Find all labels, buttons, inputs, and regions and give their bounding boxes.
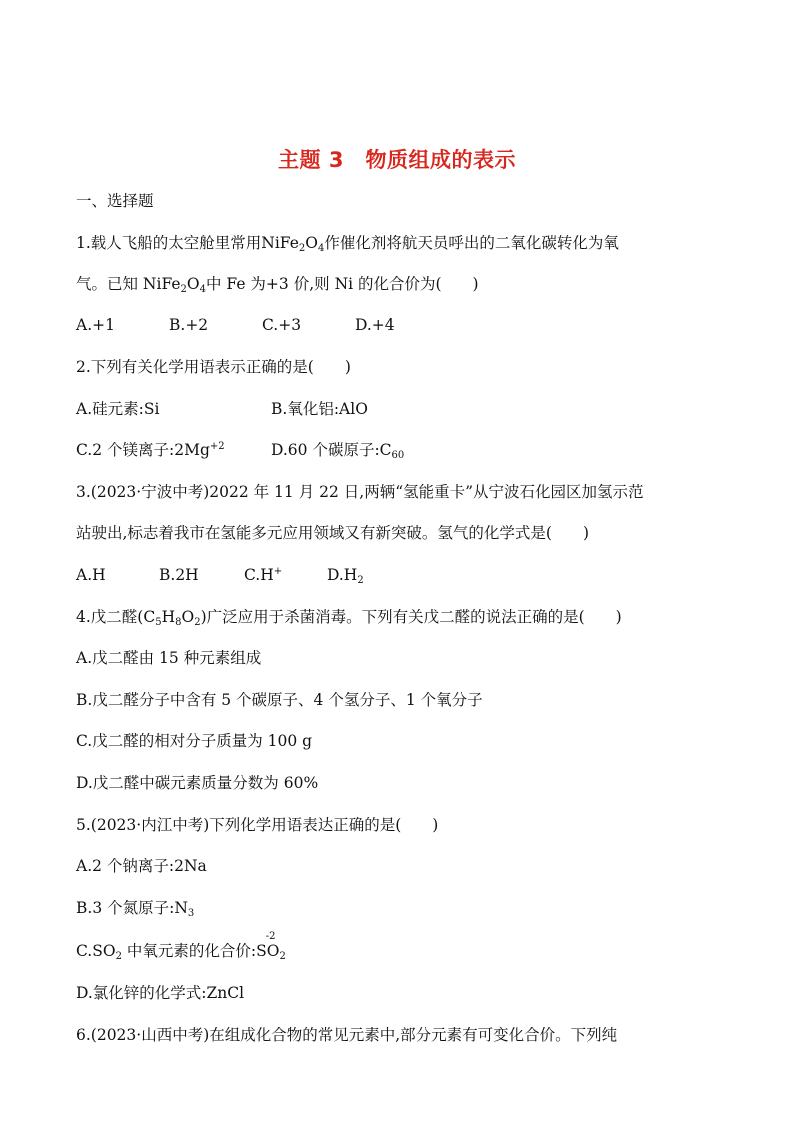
q3-option-c-text: C.H [244, 566, 274, 584]
q3-option-d [327, 564, 364, 586]
q4-o: O [181, 608, 195, 626]
q3-option-d-text: D.H [327, 566, 358, 584]
q4-sub-2: 2 [194, 617, 201, 628]
q1-text-b: 作催化剂将航天员呼出的二氧化碳转化为氧 [324, 234, 619, 252]
q4-sub-5: 5 [155, 617, 162, 628]
q1-text-a: 1.载人飞船的太空舱里常用NiFe [76, 234, 299, 252]
q5-option-c-o-valence [265, 931, 280, 962]
q1-option-c: C.+3 [262, 316, 302, 334]
q2-options-row1 [76, 398, 368, 420]
q2-options-row2 [76, 439, 404, 461]
q2-option-c-text: C.2 个镁离子:2Mg [76, 441, 210, 459]
q4-option-d: D.戊二醛中碳元素质量分数为 60% [76, 774, 319, 792]
q1-line2-o: O [186, 275, 200, 293]
q3-option-a: A.H [76, 566, 106, 584]
q5-option-c-mark: -2 [265, 931, 276, 942]
q5-option-b-text: B.3 个氮原子:N [76, 899, 188, 917]
q2-option-c-sup: +2 [209, 441, 225, 452]
q5-option-d: D.氯化锌的化学式:ZnCl [76, 984, 245, 1002]
q5-option-c-sub: 2 [115, 951, 122, 962]
q1-line2-sub2: 2 [180, 284, 187, 295]
q4-stem-a: 4.戊二醛(C [76, 608, 156, 626]
q1-line2-a: 气。已知 NiFe [76, 275, 181, 293]
q3-option-b: B.2H [159, 566, 199, 584]
q2-option-a: A.硅元素:Si [76, 400, 160, 418]
q2-option-c [76, 439, 271, 461]
q3-line2: 站驶出,标志着我市在氢能多元应用领域又有新突破。氢气的化学式是( ) [76, 524, 590, 542]
q5-option-c [76, 931, 286, 962]
q2-option-b: B.氧化铝:AlO [271, 400, 368, 418]
q2-stem: 2.下列有关化学用语表示正确的是( ) [76, 358, 351, 376]
q6-line1: 6.(2023·山西中考)在组成化合物的常见元素中,部分元素有可变化合价。下列纯 [76, 1026, 618, 1044]
q5-stem: 5.(2023·内江中考)下列化学用语表达正确的是( ) [76, 816, 439, 834]
q5-option-c-o: O [266, 942, 280, 960]
q1-option-a: A.+1 [76, 316, 115, 334]
q1-line2-sub4: 4 [199, 284, 206, 295]
q1-line1 [76, 232, 619, 254]
q5-option-c-sub2: 2 [279, 951, 286, 962]
q1-option-d: D.+4 [355, 316, 395, 334]
q3-option-d-sub: 2 [357, 575, 364, 586]
q5-option-c-text-b: 中氧元素的化合价:S [121, 942, 267, 960]
q5-option-a: A.2 个钠离子:2Na [76, 857, 207, 875]
q3-line1: 3.(2023·宁波中考)2022 年 11 月 22 日,两辆“氢能重卡”从宁波石化园区加氢示范 [76, 483, 644, 501]
q1-option-b: B.+2 [169, 316, 209, 334]
q1-options [76, 314, 395, 336]
page-title: 主题 3 物质组成的表示 [278, 148, 516, 172]
q5-option-b-sub: 3 [187, 908, 195, 919]
q3-options [76, 564, 364, 586]
q1-sub4: 4 [317, 243, 325, 254]
q2-option-d-text: D.60 个碳原子:C [271, 441, 392, 459]
q4-option-b: B.戊二醛分子中含有 5 个碳原子、4 个氢分子、1 个氧分子 [76, 691, 483, 709]
q2-option-d-sub: 60 [391, 450, 405, 461]
section-heading: 一、选择题 [76, 192, 154, 210]
q4-option-c: C.戊二醛的相对分子质量为 100 g [76, 732, 313, 750]
q2-option-d [271, 439, 404, 461]
q1-o: O [305, 234, 318, 252]
q4-stem [76, 606, 622, 628]
q3-option-c [244, 564, 327, 586]
q4-stem-b: )广泛应用于杀菌消毒。下列有关戊二醛的说法正确的是( ) [200, 608, 622, 626]
q5-option-c-text-a: C.SO [76, 942, 116, 960]
q3-option-c-sup: + [273, 566, 283, 577]
q5-option-b [76, 897, 194, 919]
q1-line2 [76, 273, 479, 295]
q1-sub2: 2 [298, 243, 306, 254]
q4-h: H [161, 608, 176, 626]
q4-sub-8: 8 [175, 617, 182, 628]
q4-option-a: A.戊二醛由 15 种元素组成 [76, 649, 262, 667]
q1-line2-b: 中 Fe 为+3 价,则 Ni 的化合价为( ) [206, 275, 479, 293]
